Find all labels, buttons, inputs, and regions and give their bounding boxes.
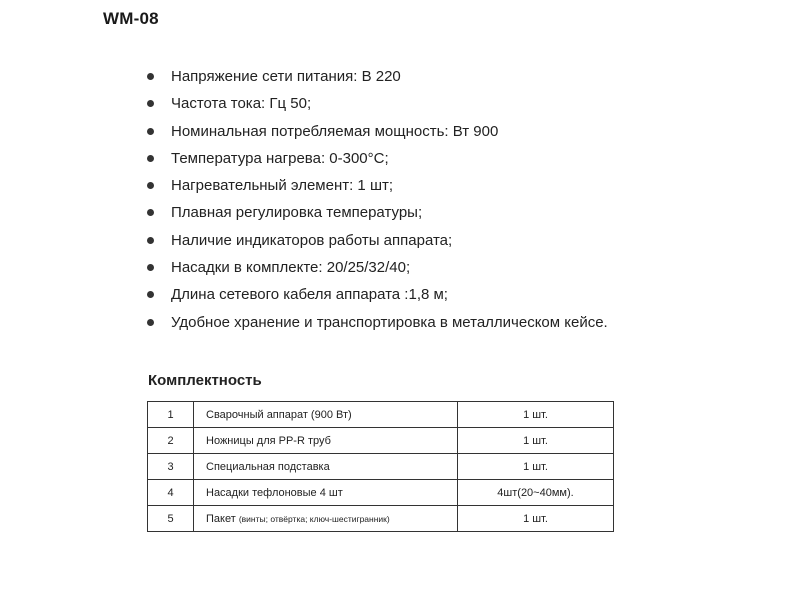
bullet-icon <box>147 237 154 244</box>
row-number: 2 <box>148 428 194 454</box>
kit-table <box>147 401 614 532</box>
table-row <box>148 480 614 506</box>
row-number: 4 <box>148 480 194 506</box>
spec-text: Напряжение сети питания: В 220 <box>171 68 401 85</box>
item-name <box>194 506 458 532</box>
spec-item <box>141 118 608 145</box>
item-name-text: Пакет <box>206 512 236 525</box>
item-name-text: Насадки тефлоновые 4 шт <box>206 486 343 499</box>
spec-text: Частота тока: Гц 50; <box>171 95 312 113</box>
item-name-text: Специальная подставка <box>206 460 330 473</box>
row-number: 1 <box>148 402 194 428</box>
item-quantity: 1 шт. <box>458 506 614 532</box>
bullet-icon <box>147 73 154 80</box>
spec-text: Длина сетевого кабеля аппарата :1,8 м; <box>171 286 448 304</box>
bullet-icon <box>147 128 154 135</box>
spec-item <box>141 254 608 281</box>
table-row <box>148 506 614 532</box>
item-quantity: 1 шт. <box>458 402 614 428</box>
item-quantity: 1 шт. <box>458 428 614 454</box>
item-quantity: 4шт(20~40мм). <box>458 480 614 506</box>
spec-text: Плавная регулировка температуры; <box>171 204 423 222</box>
spec-item <box>141 199 608 226</box>
spec-item <box>141 172 608 199</box>
bullet-icon <box>147 182 154 189</box>
bullet-icon <box>147 155 154 162</box>
bullet-icon <box>147 209 154 216</box>
spec-item <box>141 63 608 90</box>
spec-item <box>141 281 608 308</box>
item-name <box>194 402 458 428</box>
item-name <box>194 480 458 506</box>
spec-text: Наличие индикаторов работы аппарата; <box>171 231 453 249</box>
spec-item <box>141 145 608 172</box>
bullet-icon <box>147 100 154 107</box>
spec-text: Температура нагрева: 0-300°C; <box>171 149 389 167</box>
row-number: 3 <box>148 454 194 480</box>
spec-item <box>141 227 608 254</box>
spec-text: Номинальная потребляемая мощность: Вт 900 <box>171 122 499 140</box>
spec-text: Насадки в комплекте: 20/25/32/40; <box>171 259 411 277</box>
table-row <box>148 428 614 454</box>
spec-text: Нагревательный элемент: 1 шт; <box>171 177 394 195</box>
item-note: (винты; отвёртка; ключ-шестигранник) <box>238 513 390 524</box>
item-name <box>194 428 458 454</box>
table-row <box>148 402 614 428</box>
spec-text: Удобное хранение и транспортировка в металлическом кейсе. <box>171 313 608 331</box>
spec-item <box>141 309 608 336</box>
item-name-text: Ножницы для PP-R труб <box>206 434 331 447</box>
table-row <box>148 454 614 480</box>
bullet-icon <box>147 264 154 271</box>
row-number: 5 <box>148 506 194 532</box>
spec-item <box>141 90 608 117</box>
bullet-icon <box>147 319 154 326</box>
bullet-icon <box>147 291 154 298</box>
item-name <box>194 454 458 480</box>
item-name-text: Сварочный аппарат (900 Вт) <box>206 408 352 421</box>
spec-list <box>141 63 608 336</box>
kit-section-title: Комплектность <box>148 372 262 389</box>
model-title: WM-08 <box>103 9 159 28</box>
item-quantity: 1 шт. <box>458 454 614 480</box>
